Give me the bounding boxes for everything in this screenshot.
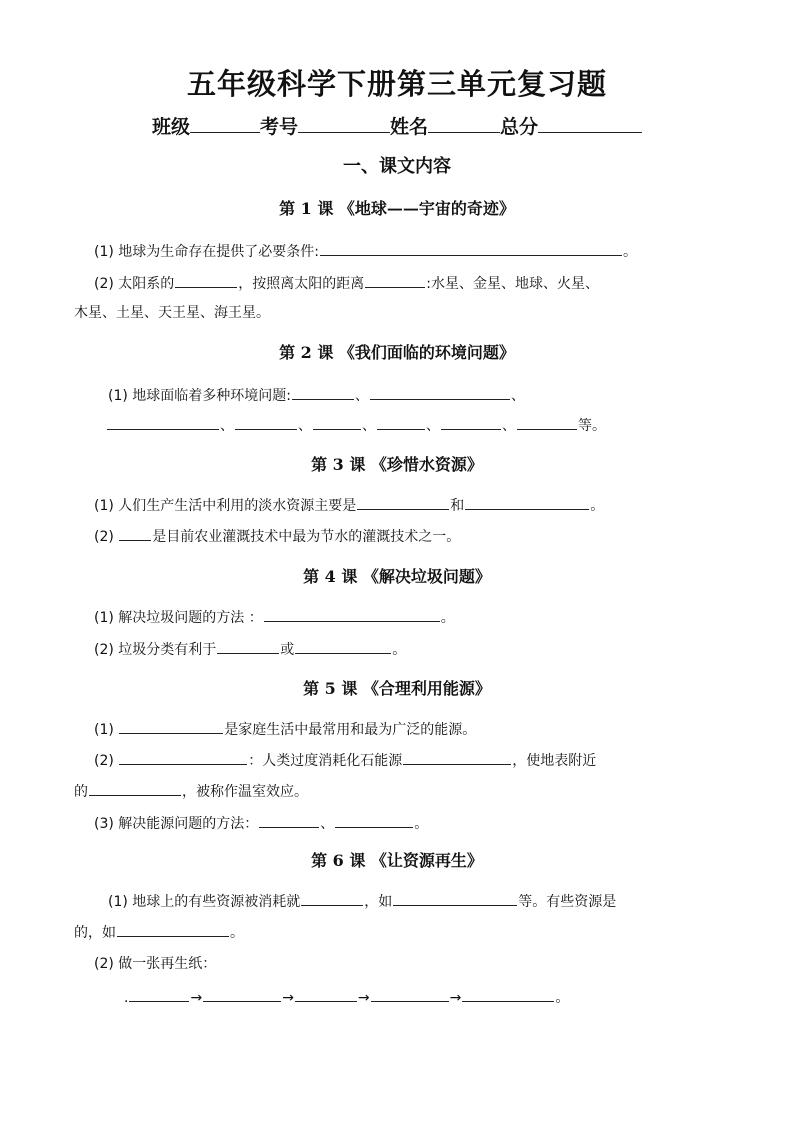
answer-blank[interactable] (441, 414, 501, 430)
answer-blank[interactable] (117, 921, 229, 937)
lesson-5-question-1: (1) 是家庭生活中最常用和最为广泛的能源。 (94, 718, 476, 740)
class-label: 班级 (151, 116, 190, 138)
answer-blank[interactable] (365, 272, 425, 288)
answer-blank[interactable] (403, 749, 511, 765)
arrow-icon: → (190, 990, 203, 1006)
answer-blank[interactable] (301, 890, 363, 906)
score-blank[interactable] (538, 115, 642, 133)
lesson-5-question-3: (3) 解决能源问题的方法： 、 。 (94, 812, 428, 834)
question-number: (1) (94, 722, 114, 738)
lesson-4-question-2: (2) 垃圾分类有利于 或 。 (94, 638, 406, 660)
lesson-1-heading: 第 1 课 《地球——宇宙的奇迹》 (279, 199, 515, 218)
student-info-line (0, 112, 794, 139)
class-blank[interactable] (190, 115, 260, 133)
arrow-icon: → (282, 990, 294, 1006)
lesson-6-heading: 第 6 课 《让资源再生》 (311, 851, 483, 870)
question-number: (1) (108, 388, 128, 404)
exam-no-blank[interactable] (298, 115, 390, 133)
question-number: (1) (94, 498, 114, 514)
lesson-1-question-2-continued: 木星、土星、天王星、海王星。 (74, 305, 270, 321)
name-blank[interactable] (428, 115, 500, 133)
answer-blank[interactable] (517, 414, 577, 430)
step-blank[interactable] (462, 986, 554, 1002)
answer-blank[interactable] (357, 494, 449, 510)
lesson-3-question-1: (1) 人们生产生活中利用的淡水资源主要是 和 。 (94, 494, 604, 516)
answer-blank[interactable] (465, 494, 589, 510)
lesson-6-question-2: (2) 做一张再生纸： (94, 956, 217, 972)
answer-blank[interactable] (217, 638, 279, 654)
answer-blank[interactable] (119, 749, 247, 765)
answer-blank[interactable] (89, 780, 181, 796)
lesson-1-question-1: (1) 地球为生命存在提供了必要条件: 。 (94, 240, 637, 262)
exam-no-label: 考号 (259, 116, 298, 138)
question-number: (2) (94, 753, 114, 769)
answer-blank[interactable] (370, 384, 510, 400)
step-blank[interactable] (203, 986, 281, 1002)
question-number: (1) (94, 244, 114, 260)
lesson-6-question-1: (1) 地球上的有些资源被消耗就 ，如 等。有些资源是 (108, 890, 616, 912)
section-heading: 一、课文内容 (343, 156, 451, 177)
step-blank[interactable] (295, 986, 357, 1002)
arrow-icon: → (357, 990, 370, 1006)
answer-blank[interactable] (259, 812, 319, 828)
answer-blank[interactable] (313, 414, 361, 430)
recycled-paper-steps: . → → → → 。 (124, 986, 569, 1008)
question-number: (1) (108, 894, 128, 910)
lesson-5-heading: 第 5 课 《合理利用能源》 (303, 679, 491, 698)
question-number: (2) (94, 529, 114, 545)
answer-blank[interactable] (107, 414, 219, 430)
lesson-5-question-2-continued: 的 ，被称作温室效应。 (74, 780, 308, 802)
page-title: 五年级科学下册第三单元复习题 (186, 67, 607, 101)
lesson-3-heading: 第 3 课 《珍惜水资源》 (311, 455, 483, 474)
lesson-4-heading: 第 4 课 《解决垃圾问题》 (303, 567, 491, 586)
lesson-2-question-1-continued: 、 、 、 、 、 等。 (106, 414, 606, 436)
step-blank[interactable] (129, 986, 189, 1002)
answer-blank[interactable] (393, 890, 517, 906)
answer-blank[interactable] (119, 525, 151, 541)
lesson-2-question-1: (1) 地球面临着多种环境问题: 、 、 (108, 384, 525, 406)
answer-blank[interactable] (292, 384, 354, 400)
answer-blank[interactable] (320, 240, 622, 256)
answer-blank[interactable] (264, 606, 440, 622)
question-number: (2) (94, 642, 114, 658)
lesson-4-question-1: (1) 解决垃圾问题的方法 ： 。 (94, 606, 455, 628)
answer-blank[interactable] (235, 414, 297, 430)
lesson-6-question-1-continued: 的，如 。 (74, 921, 244, 943)
lesson-1-question-2: (2) 太阳系的 ，按照离太阳的距离 :水星、金星、地球、火星、 (94, 272, 599, 294)
answer-blank[interactable] (119, 718, 223, 734)
score-label: 总分 (500, 116, 539, 138)
name-label: 姓名 (390, 116, 429, 138)
answer-blank[interactable] (175, 272, 237, 288)
question-number: (3) (94, 816, 114, 832)
question-number: (1) (94, 610, 114, 626)
answer-blank[interactable] (295, 638, 391, 654)
lesson-3-question-2: (2) 是目前农业灌溉技术中最为节水的灌溉技术之一。 (94, 525, 460, 547)
answer-blank[interactable] (377, 414, 425, 430)
question-number: (2) (94, 276, 114, 292)
lesson-2-heading: 第 2 课 《我们面临的环境问题》 (279, 343, 515, 362)
question-number: (2) (94, 956, 114, 972)
lesson-5-question-2: (2) ：人类过度消耗化石能源 ，使地表附近 (94, 749, 596, 771)
answer-blank[interactable] (335, 812, 413, 828)
step-blank[interactable] (371, 986, 449, 1002)
arrow-icon: → (449, 990, 462, 1006)
